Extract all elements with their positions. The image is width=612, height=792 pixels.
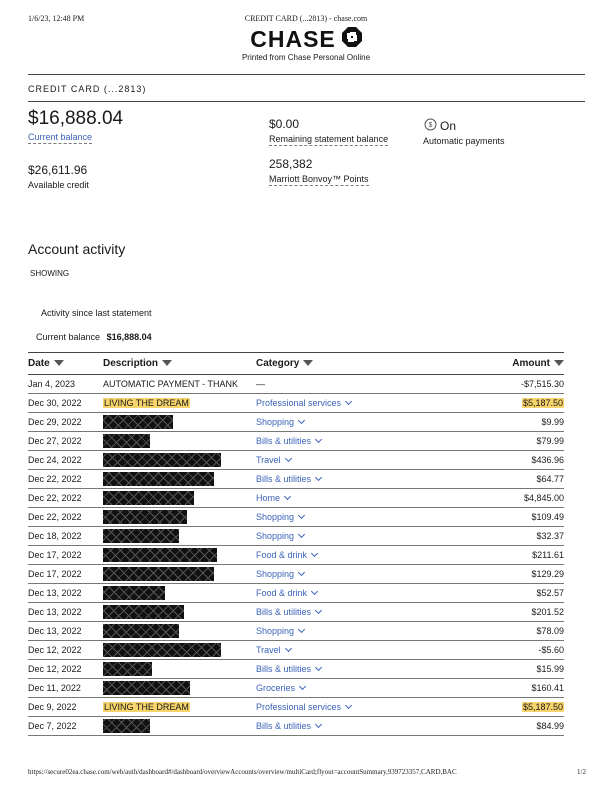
divider [28, 101, 585, 102]
chevron-down-icon [345, 398, 352, 405]
redacted-description [103, 491, 194, 505]
autopay-label: Automatic payments [423, 136, 505, 146]
chevron-down-icon [311, 550, 318, 557]
divider [28, 74, 585, 75]
date-header-label: Date [28, 358, 50, 369]
row-amount: $5,187.50 [522, 702, 563, 712]
current-balance-value: $16,888.04 [28, 108, 124, 129]
redacted-description [103, 643, 221, 657]
sort-date-header[interactable] [28, 358, 103, 369]
row-amount: $52.57 [536, 588, 564, 598]
chevron-down-icon [285, 645, 292, 652]
activity-current-balance [36, 332, 152, 342]
footer-page-number: 1/2 [577, 768, 586, 776]
row-date: Dec 29, 2022 [28, 417, 82, 427]
row-date: Dec 22, 2022 [28, 474, 82, 484]
row-date: Dec 30, 2022 [28, 398, 82, 408]
table-row[interactable] [28, 679, 564, 698]
category-dropdown[interactable] [256, 455, 406, 465]
category-dropdown[interactable] [256, 588, 406, 598]
row-date: Dec 18, 2022 [28, 531, 82, 541]
category-label: Shopping [256, 417, 295, 427]
category-dropdown[interactable] [256, 512, 406, 522]
row-amount: $4,845.00 [523, 493, 564, 503]
row-date: Dec 13, 2022 [28, 607, 82, 617]
chevron-down-icon [285, 455, 292, 462]
autopay-icon [424, 118, 437, 136]
row-date: Dec 11, 2022 [28, 683, 81, 693]
row-date: Dec 17, 2022 [28, 569, 82, 579]
row-amount: $109.49 [531, 512, 564, 522]
redacted-description [103, 529, 179, 543]
chevron-down-icon [284, 493, 291, 500]
category-label: Travel [256, 645, 281, 655]
row-amount: $211.61 [532, 550, 564, 560]
category-dropdown[interactable] [256, 721, 406, 731]
category-dropdown[interactable] [256, 474, 406, 484]
category-label: Shopping [256, 531, 295, 541]
redacted-description [103, 681, 190, 695]
category-label: Travel [256, 455, 281, 465]
current-balance-label[interactable]: Current balance [28, 132, 93, 142]
category-label: Food & drink [256, 550, 308, 560]
category-label: Professional services [256, 398, 342, 408]
row-amount: $5,187.50 [522, 398, 563, 408]
category-dropdown[interactable] [256, 398, 406, 408]
row-date: Dec 12, 2022 [28, 645, 82, 655]
category-label: Shopping [256, 569, 295, 579]
row-date: Dec 22, 2022 [28, 493, 82, 503]
row-description: AUTOMATIC PAYMENT - THANK [103, 379, 239, 389]
category-label: Groceries [256, 683, 296, 693]
category-empty [256, 379, 406, 389]
redacted-description [103, 624, 179, 638]
description-header-label: Description [103, 358, 159, 369]
category-dropdown[interactable] [256, 569, 406, 579]
row-amount: $129.29 [531, 569, 564, 579]
sort-down-icon [303, 360, 313, 366]
sort-description-header[interactable] [103, 358, 256, 369]
row-amount: $9.99 [541, 417, 564, 427]
category-dropdown[interactable] [256, 683, 406, 693]
category-dropdown[interactable] [256, 664, 406, 674]
row-date: Jan 4, 2023 [28, 379, 76, 389]
row-date: Dec 27, 2022 [28, 436, 82, 446]
chevron-down-icon [315, 436, 322, 443]
sort-down-icon [162, 360, 172, 366]
category-dropdown[interactable] [256, 493, 406, 503]
activity-balance-value: $16,888.04 [106, 332, 152, 342]
row-amount: $32.37 [536, 531, 564, 541]
svg-text:$: $ [428, 122, 433, 129]
activity-filter-select[interactable]: Activity since last statement [41, 308, 152, 318]
footer-url: https://secure02ea.chase.com/web/auth/dashboard#/dashboard/overviewAccounts/overview/multiCard;flyout=accountSummary,939723357,CARD,BAC [28, 768, 457, 776]
table-row[interactable] [28, 451, 564, 470]
category-label: Bills & utilities [256, 436, 312, 446]
chase-logo[interactable] [0, 26, 612, 52]
category-label: Professional services [256, 702, 342, 712]
remaining-statement-value: $0.00 [269, 117, 300, 131]
row-description: LIVING THE DREAM [104, 398, 189, 408]
redacted-description [103, 662, 152, 676]
category-label: Bills & utilities [256, 721, 312, 731]
redacted-description [103, 415, 173, 429]
chevron-down-icon [311, 588, 318, 595]
chevron-down-icon [299, 683, 306, 690]
redacted-description [103, 719, 150, 733]
remaining-statement-label[interactable]: Remaining statement balance [269, 134, 389, 144]
row-description: LIVING THE DREAM [104, 702, 189, 712]
row-amount: $84.99 [536, 721, 564, 731]
table-row[interactable] [28, 432, 564, 451]
row-amount: $201.52 [531, 607, 564, 617]
row-date: Dec 17, 2022 [28, 550, 82, 560]
chevron-down-icon [298, 531, 305, 538]
chevron-down-icon [298, 417, 305, 424]
chase-octagon-icon [342, 27, 362, 52]
points-value: 258,382 [269, 157, 313, 171]
redacted-description [103, 472, 214, 486]
row-amount: -$5.60 [538, 645, 564, 655]
activity-balance-label: Current balance [36, 332, 101, 342]
category-label: Bills & utilities [256, 664, 312, 674]
chevron-down-icon [315, 721, 322, 728]
table-row[interactable] [28, 394, 564, 413]
chevron-down-icon [315, 474, 322, 481]
card-title: CREDIT CARD (...2813) [28, 84, 147, 94]
table-row[interactable] [28, 413, 564, 432]
chevron-down-icon [298, 626, 305, 633]
print-page-title: CREDIT CARD (...2813) - chase.com [244, 14, 368, 23]
row-amount: $436.96 [531, 455, 564, 465]
table-row[interactable] [28, 660, 564, 679]
redacted-description [103, 567, 214, 581]
table-row[interactable] [28, 508, 564, 527]
category-label: Home [256, 493, 281, 503]
amount-header-label: Amount [512, 358, 550, 369]
redacted-description [103, 548, 217, 562]
category-dropdown[interactable] [256, 702, 406, 712]
row-date: Dec 24, 2022 [28, 455, 82, 465]
category-dropdown[interactable] [256, 417, 406, 427]
table-row[interactable] [28, 565, 564, 584]
table-row[interactable] [28, 375, 564, 394]
chevron-down-icon [345, 702, 352, 709]
row-amount: -$7,515.30 [520, 379, 564, 389]
row-date: Dec 13, 2022 [28, 626, 82, 636]
category-dropdown[interactable] [256, 645, 406, 655]
row-date: Dec 12, 2022 [28, 664, 82, 674]
category-label: Bills & utilities [256, 474, 312, 484]
table-row[interactable] [28, 584, 564, 603]
table-row[interactable] [28, 489, 564, 508]
table-header [28, 352, 564, 375]
category-dropdown[interactable] [256, 550, 406, 560]
row-amount: $160.41 [531, 683, 564, 693]
table-row[interactable] [28, 622, 564, 641]
available-credit-label: Available credit [28, 180, 89, 190]
redacted-description [103, 586, 165, 600]
row-date: Dec 9, 2022 [28, 702, 77, 712]
account-activity-title: Account activity [28, 241, 126, 257]
sort-down-icon [554, 360, 564, 366]
table-row[interactable] [28, 546, 564, 565]
print-date: 1/6/23, 12:48 PM [28, 14, 85, 23]
category-label: — [256, 379, 265, 389]
category-dropdown[interactable] [256, 626, 406, 636]
sort-category-header[interactable] [256, 358, 406, 369]
category-label: Bills & utilities [256, 607, 312, 617]
printed-from-note: Printed from Chase Personal Online [241, 53, 371, 62]
redacted-description [103, 510, 187, 524]
chase-wordmark: CHASE [250, 25, 336, 52]
table-row[interactable] [28, 698, 564, 717]
chevron-down-icon [315, 664, 322, 671]
chevron-down-icon [298, 569, 305, 576]
chevron-down-icon [315, 607, 322, 614]
category-header-label: Category [256, 358, 300, 369]
transactions-table [28, 352, 564, 736]
row-amount: $78.09 [536, 626, 564, 636]
category-dropdown[interactable] [256, 607, 406, 617]
row-date: Dec 13, 2022 [28, 588, 82, 598]
table-row[interactable] [28, 527, 564, 546]
category-dropdown[interactable] [256, 531, 406, 541]
sort-amount-header[interactable] [406, 358, 564, 369]
category-label: Shopping [256, 512, 295, 522]
row-amount: $79.99 [536, 436, 564, 446]
table-row[interactable] [28, 641, 564, 660]
points-label[interactable]: Marriott Bonvoy™ Points [269, 174, 369, 184]
row-amount: $15.99 [536, 664, 564, 674]
available-credit-value: $26,611.96 [28, 163, 88, 177]
sort-down-icon [54, 360, 64, 366]
table-body [28, 375, 564, 736]
row-date: Dec 22, 2022 [28, 512, 82, 522]
category-label: Shopping [256, 626, 295, 636]
redacted-description [103, 605, 184, 619]
table-row[interactable] [28, 470, 564, 489]
category-label: Food & drink [256, 588, 308, 598]
table-row[interactable] [28, 603, 564, 622]
row-amount: $64.77 [536, 474, 564, 484]
showing-label: SHOWING [30, 269, 70, 278]
category-dropdown[interactable] [256, 436, 406, 446]
redacted-description [103, 453, 221, 467]
redacted-description [103, 434, 150, 448]
table-row[interactable] [28, 717, 564, 736]
chevron-down-icon [298, 512, 305, 519]
row-date: Dec 7, 2022 [28, 721, 77, 731]
autopay-status: On [440, 119, 457, 133]
